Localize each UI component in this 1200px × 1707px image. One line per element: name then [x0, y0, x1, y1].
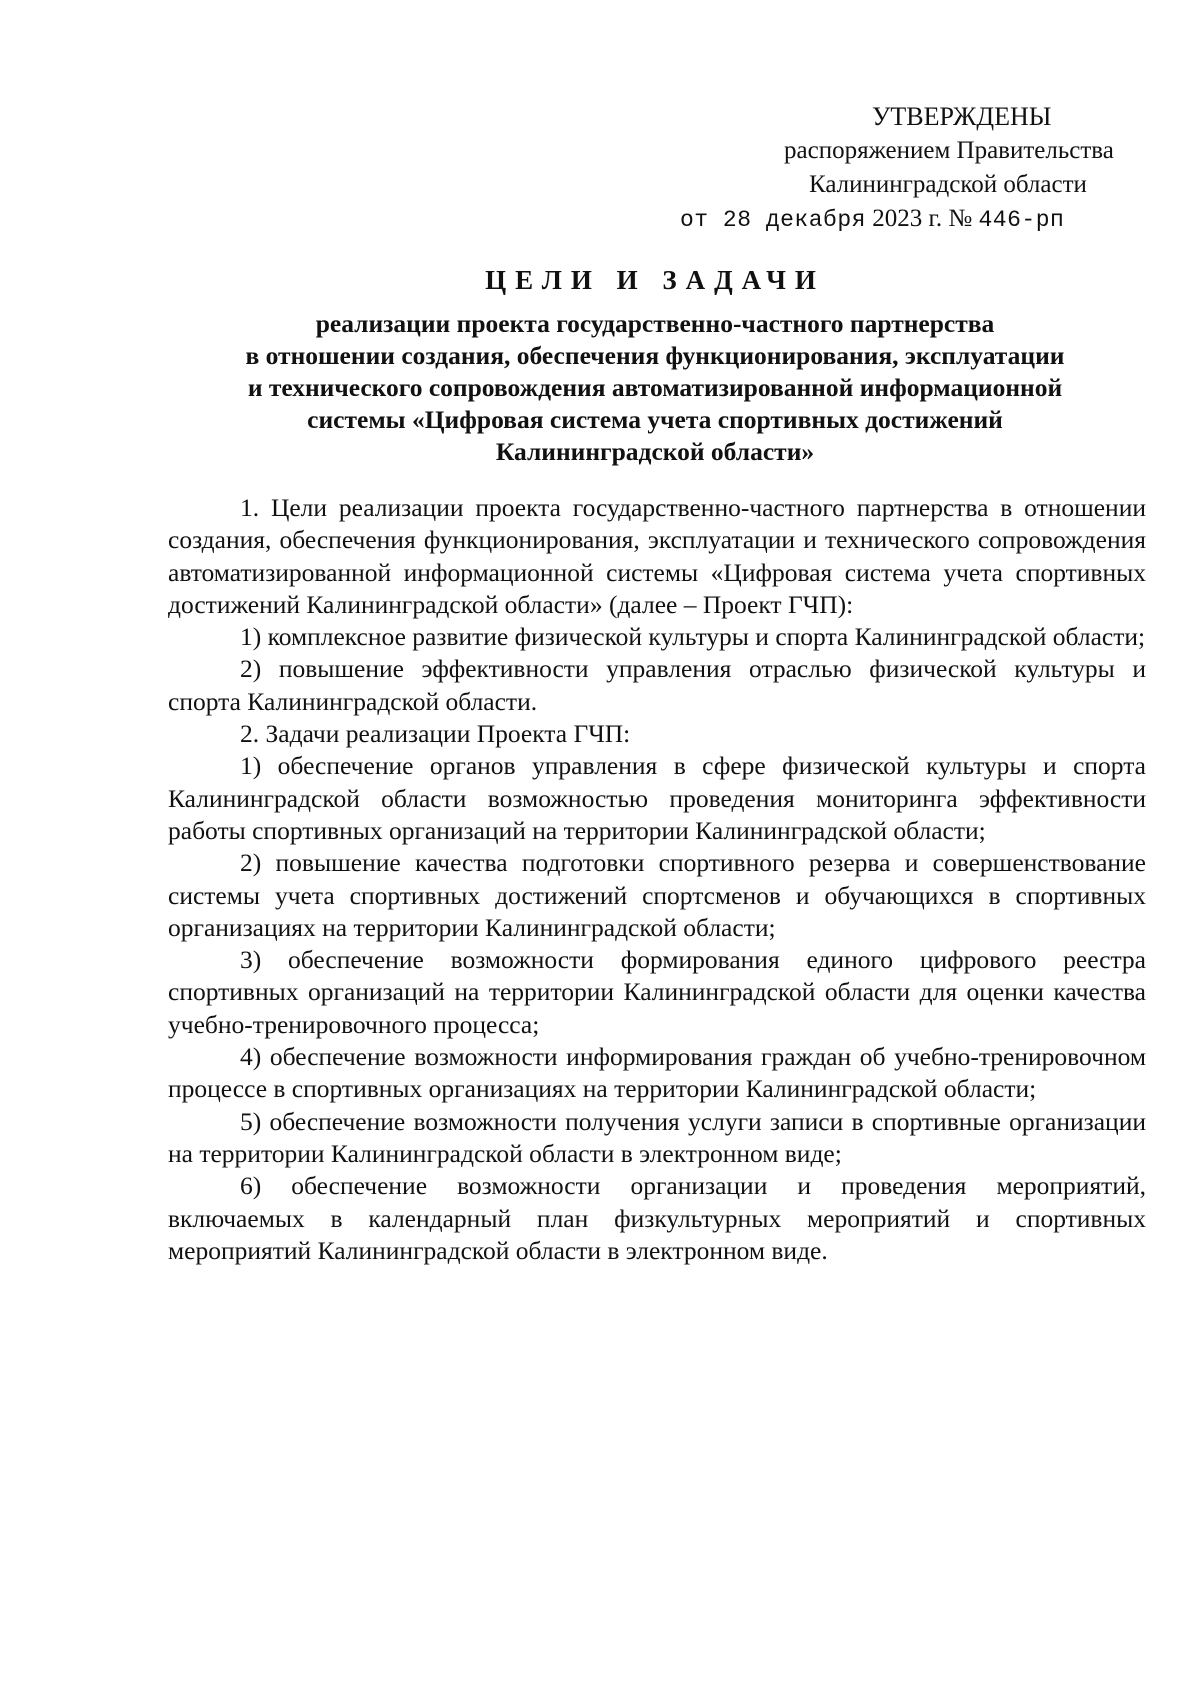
- task-item-1: 1) обеспечение органов управления в сфере физической культуры и спорта Калининградской области возможностью проведения мониторинга эффективности работы спортивных организаций на территории Калининградской области;: [168, 751, 1146, 845]
- approval-date-line: [640, 202, 1140, 237]
- goal-item-2: 2) повышение эффективности управления отраслью физической культуры и спорта Калининградской области.: [168, 654, 1146, 716]
- tasks-heading-paragraph: 2. Задачи реализации Проекта ГЧП:: [240, 719, 631, 749]
- approval-authority: распоряжением Правительства: [784, 137, 1114, 164]
- task-item-5: 5) обеспечение возможности получения услуги записи в спортивные организации на территории Калининградской области в электронном виде;: [168, 1106, 1146, 1168]
- document-subtitle: [160, 308, 1150, 468]
- goal-item-1: 1) комплексное развитие физической культуры и спорта Калининградской области;: [240, 622, 1146, 652]
- document-title: ЦЕЛИ И ЗАДАЧИ: [485, 265, 825, 295]
- subtitle-line: в отношении создания, обеспечения функционирования, эксплуатации: [245, 341, 1065, 370]
- title-block: [160, 262, 1150, 468]
- task-item-6: 6) обеспечение возможности организации и проведения мероприятий, включаемых в календарный план физкультурных мероприятий и спортивных мероприятий Калининградской области в электронном виде.: [168, 1171, 1146, 1265]
- subtitle-line: Калининградской области»: [495, 437, 815, 466]
- document-body: [168, 492, 1146, 1267]
- task-item-4: 4) обеспечение возможности информирования граждан об учебно-тренировочном процессе в спортивных организациях на территории Калининградской области;: [168, 1042, 1146, 1104]
- subtitle-line: системы «Цифровая система учета спортивных достижений: [307, 405, 1003, 434]
- approval-heading: УТВЕРЖДЕНЫ: [872, 102, 1052, 131]
- approval-year: 2023 г. №: [872, 205, 973, 232]
- subtitle-line: реализации проекта государственно-частного партнерства: [315, 309, 995, 338]
- approval-region: Калининградской области: [809, 171, 1087, 198]
- subtitle-line: и технического сопровождения автоматизированной информационной: [247, 373, 1063, 402]
- goals-intro-paragraph: 1. Цели реализации проекта государственно-частного партнерства в отношении создания, обеспечения функционирования, эксплуатации и технического сопровождения автоматизированной информационной системы «Цифровая система учета спортивных достижений Калининградской области» (далее – Проект ГЧП):: [168, 493, 1146, 619]
- approval-stamp: [640, 100, 1140, 237]
- approval-number: 446-рп: [978, 207, 1065, 233]
- approval-date: от 28 декабря: [680, 207, 866, 233]
- task-item-3: 3) обеспечение возможности формирования единого цифрового реестра спортивных организаций на территории Калининградской области для оценки качества учебно-тренировочного процесса;: [168, 945, 1146, 1039]
- task-item-2: 2) повышение качества подготовки спортивного резерва и совершенствование системы учета спортивных достижений спортсменов и обучающихся в спортивных организациях на территории Калининградской области;: [168, 848, 1146, 942]
